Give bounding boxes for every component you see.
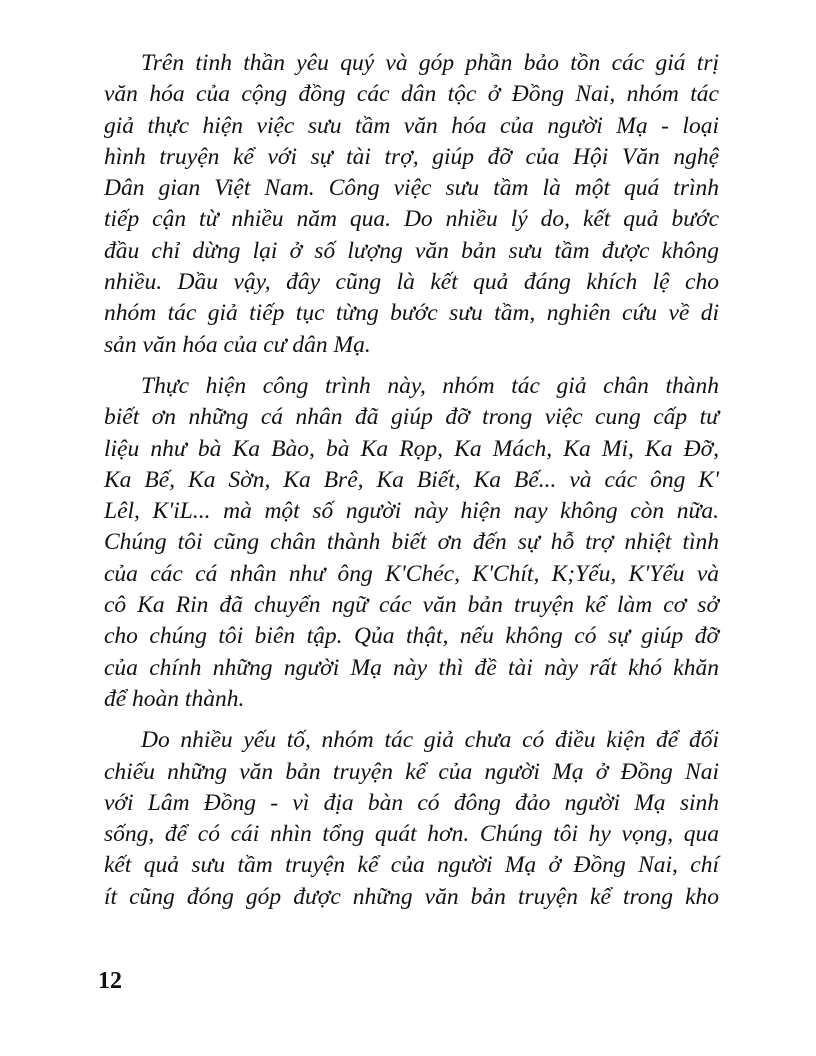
text-line: kết quả sưu tầm truyện kể của người Mạ ở Đồng Nai, chí	[104, 852, 719, 879]
text-line: Trên tinh thần yêu quý và góp phần bảo tồn các giá trị	[141, 50, 719, 76]
text-line: cô Ka Rin đã chuyển ngữ các văn bản truyện kể làm cơ sở	[104, 592, 719, 619]
text-line: với Lâm Đồng - vì địa bàn có đông đảo người Mạ sinh	[104, 789, 719, 816]
text-line: ít cũng đóng góp được những văn bản truyện kể trong kho	[104, 883, 719, 910]
text-line: hình truyện kể với sự tài trợ, giúp đỡ của Hội Văn nghệ	[104, 143, 719, 170]
text-line: Do nhiều yếu tố, nhóm tác giả chưa có điều kiện để đối	[141, 727, 719, 754]
paragraph-2	[104, 371, 719, 715]
page-body	[104, 48, 719, 923]
page-number: 12	[98, 968, 122, 994]
text-line: Dân gian Việt Nam. Công việc sưu tầm là một quá trình	[104, 175, 719, 202]
text-line: sản văn hóa của cư dân Mạ.	[104, 331, 371, 358]
text-line: Chúng tôi cũng chân thành biết ơn đến sự hỗ trợ nhiệt tình	[104, 529, 719, 556]
text-line: chiếu những văn bản truyện kể của người Mạ ở Đồng Nai	[104, 758, 719, 785]
text-line: Lêl, K'iL... mà một số người này hiện nay không còn nữa.	[104, 498, 719, 525]
text-line: liệu như bà Ka Bào, bà Ka Rọp, Ka Mách, Ka Mi, Ka Đỡ,	[104, 435, 719, 462]
text-line: của các cá nhân như ông K'Chéc, K'Chít, K;Yếu, K'Yếu và	[104, 560, 719, 587]
paragraph-1	[104, 48, 719, 361]
text-line: biết ơn những cá nhân đã giúp đỡ trong việc cung cấp tư	[104, 404, 719, 431]
text-line: đầu chỉ dừng lại ở số lượng văn bản sưu tầm được không	[104, 237, 719, 264]
paragraph-3	[104, 725, 719, 913]
text-line: nhiều. Dầu vậy, đây cũng là kết quả đáng khích lệ cho	[104, 269, 719, 296]
text-line: Thực hiện công trình này, nhóm tác giả chân thành	[141, 372, 719, 399]
text-line: cho chúng tôi biên tập. Qủa thật, nếu không có sự giúp đỡ	[104, 623, 719, 650]
text-line: tiếp cận từ nhiều năm qua. Do nhiều lý do, kết quả bước	[104, 206, 719, 233]
text-line: để hoàn thành.	[104, 685, 245, 712]
text-line: nhóm tác giả tiếp tục từng bước sưu tầm, nghiên cứu về di	[104, 300, 719, 327]
text-line: giả thực hiện việc sưu tầm văn hóa của người Mạ - loại	[104, 112, 719, 139]
text-line: Ka Bế, Ka Sờn, Ka Brê, Ka Biết, Ka Bế... và các ông K'	[104, 466, 719, 493]
text-line: sống, để có cái nhìn tổng quát hơn. Chúng tôi hy vọng, qua	[104, 821, 719, 848]
text-line: văn hóa của cộng đồng các dân tộc ở Đồng Nai, nhóm tác	[104, 81, 719, 108]
text-line: của chính những người Mạ này thì đề tài này rất khó khăn	[104, 654, 719, 681]
